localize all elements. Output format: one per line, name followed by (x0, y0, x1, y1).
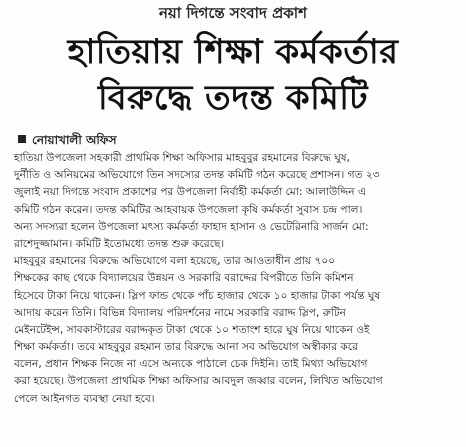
byline (18, 132, 117, 148)
body-line: রাশেদুজ্জামান। কমিটি ইতোমধ্যে তদন্ত শুরু করেছে। (14, 237, 225, 250)
byline-text: নোয়াখালী অফিস (32, 133, 117, 147)
body-line: কমিটি গঠন করেন। তদন্ত কমিটির আহবায়ক উপজেলা কৃষি কর্মকর্তা সুবাস চন্দ্র পাল। (14, 203, 363, 216)
body-line: পেলে আইনগত ব্যবস্থা নেয়া হবে। (14, 392, 155, 405)
article-kicker: নয়া দিগন্তে সংবাদ প্রকাশ (158, 4, 308, 22)
headline-line-1: হাতিয়ায় শিক্ষা কর্মকর্তার (67, 32, 399, 72)
body-line: শিক্ষা কর্মকর্তা। তবে মাহবুবুর রহমান তার বিরুদ্ধে আনা সব অভিযোগ অস্বীকার করে (14, 341, 358, 354)
body-line: শিক্ষকের কাছ থেকে বিদ্যালয়ের উন্নয়ন ও সরকারি বরাদ্দের বিপরীতে তিনি কমিশন (14, 272, 354, 285)
headline-line-2: বিরুদ্ধে তদন্ত কমিটি (98, 78, 368, 118)
body-line: জুলাই নয়া দিগন্তে সংবাদ প্রকাশের পর উপজেলা নির্বাহী কর্মকর্তা মো: আলাউদ্দিন এ (14, 186, 367, 199)
body-line: মাহবুবুর রহমানের বিরুদ্ধে অভিযোগে বলা হয়েছে, তার আওতাধীন প্রায় ৭০০ (14, 255, 336, 268)
body-line: করা হয়েছে। উপজেলা প্রাথমিক শিক্ষা অফিসার আবদুল জব্বার বলেন, লিখিত অভিযোগ (14, 375, 383, 388)
body-line: অন্য সদস্যরা হলেন উপজেলা মৎস্য কর্মকর্তা ফাহাদ হাসান ও ভেটেরিনারি সার্জন মো: (14, 220, 369, 233)
body-line: মেইনটেইন্স, সাবকাস্টারের বরাদ্দকৃত টাকা থেকে ১০ শতাংশ হারে ঘুষ নিয়ে থাকেন ওই (14, 323, 370, 336)
body-line: আদায় করেন তিনি। বিভিন্ন বিদ্যালয় পরিদর্শনের নামে সরকারি বরাদ্দ স্লিপ, রুটিন (14, 306, 346, 319)
article-body (14, 150, 458, 408)
body-line: হাতিয়া উপজেলা সহকারী প্রাথমিক শিক্ষা অফিসার মাহবুবুর রহমানের বিরুদ্ধে ঘুষ, (14, 152, 350, 164)
body-line: বলেন, প্রধান শিক্ষক নিজে না এসে অন্যকে পাঠালে চেক দিইনি। তাই মিথ্যা অভিযোগ (14, 358, 368, 371)
body-line: হিসেবে টাকা নিয়ে থাকেন। স্লিপ ফান্ড থেকে পাঁচ হাজার থেকে ১০ হাজার টাকা পর্যন্ত ঘুষ (14, 289, 381, 302)
square-bullet-icon (18, 135, 26, 143)
body-line: দুর্নীতি ও অনিয়মের অভিযোগে তিন সদস্যের তদন্ত কমিটি গঠন করেছে প্রশাসন। গত ২৩ (14, 169, 380, 182)
